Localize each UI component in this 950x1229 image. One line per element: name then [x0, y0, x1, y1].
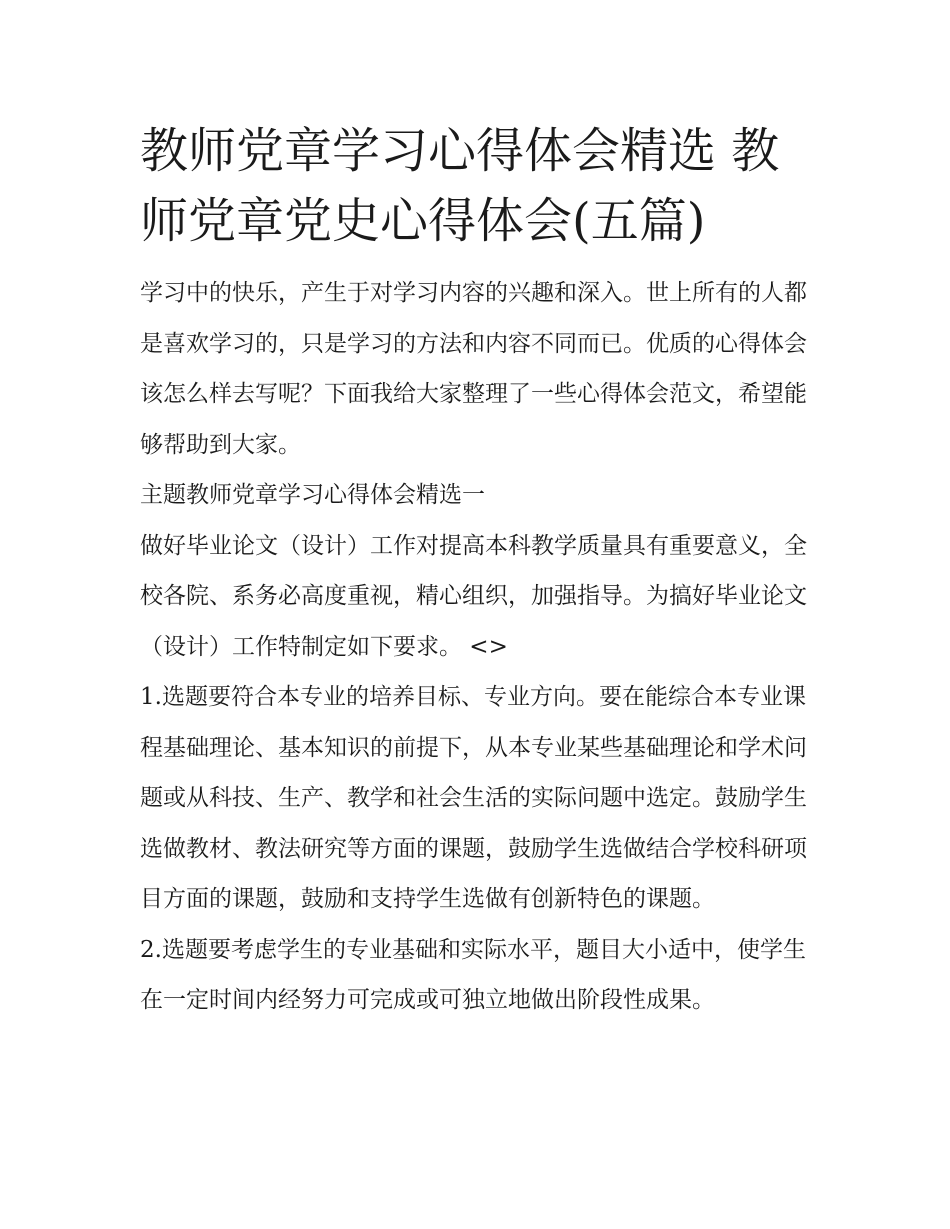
body-paragraph: 做好毕业论文（设计）工作对提高本科教学质量具有重要意义，全校各院、系务必高度重视，精心组织，加强指导。为搞好毕业论文（设计）工作特制定如下要求。 <>	[140, 532, 807, 660]
document-title: 教师党章学习心得体会精选 教师党章党史心得体会(五篇)	[140, 123, 780, 249]
list-item-2: 2.选题要考虑学生的专业基础和实际水平，题目大小适中，使学生在一定时间内经努力可完成或可独立地做出阶段性成果。	[140, 936, 806, 1013]
document-body	[140, 116, 820, 1026]
list-item-1: 1.选题要符合本专业的培养目标、专业方向。要在能综合本专业课程基础理论、基本知识的前提下，从本专业某些基础理论和学术问题或从科技、生产、教学和社会生活的实际问题中选定。鼓励学生选做教材、教法研究等方面的课题，鼓励学生选做结合学校科研项目方面的课题，鼓励和支持学生选做有创新特色的课题。	[140, 684, 807, 912]
intro-paragraph: 学习中的快乐，产生于对学习内容的兴趣和深入。世上所有的人都是喜欢学习的，只是学习的方法和内容不同而已。优质的心得体会该怎么样去写呢？下面我给大家整理了一些心得体会范文，希望能够帮助到大家。	[140, 280, 807, 458]
section-heading: 主题教师党章学习心得体会精选一	[140, 482, 485, 508]
